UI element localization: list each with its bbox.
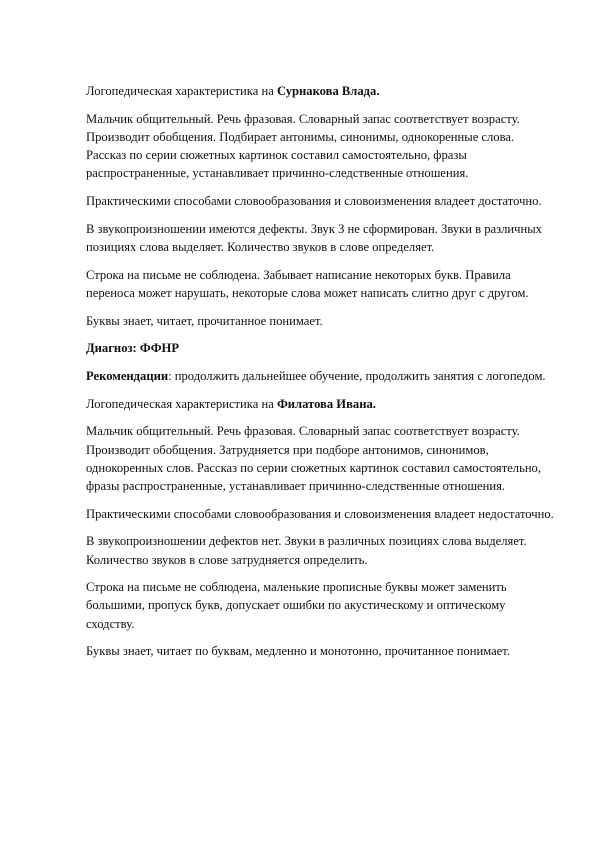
section-heading-filatov (86, 395, 556, 413)
recommendations-label: Рекомендации (86, 368, 169, 383)
student-name: Филатова Ивана. (276, 396, 376, 411)
paragraph-writing: Строка на письме не соблюдена, маленькие прописные буквы может заменить большими, пропуск букв, допускает ошибки по акустическому и оптическому сходству. (86, 580, 507, 631)
recommendations-text: : продолжить дальнейшее обучение, продолжить занятия с логопедом. (168, 368, 546, 383)
paragraph-reading: Буквы знает, читает, прочитанное понимает. (86, 313, 323, 328)
student-name: Сурнакова Влада. (276, 84, 380, 98)
paragraph-speech-overview: Мальчик общительный. Речь фразовая. Словарный запас соответствует возрасту. Производит обобщения. Затрудняется при подборе антонимов, синонимов, однокоренных слов. Рассказ по серии сюжетных картинок составил самостоятельно, фразы распространенные, устанавливает причинно-следственные отношения. (86, 424, 542, 493)
paragraph-writing: Строка на письме не соблюдена. Забывает написание некоторых букв. Правила переноса может нарушать, некоторые слова может написать слитно друг с другом. (86, 267, 529, 300)
section-heading-surnakov (86, 82, 556, 100)
paragraph-reading: Буквы знает, читает по буквам, медленно и монотонно, прочитанное понимает. (86, 644, 510, 659)
heading-prefix: Логопедическая характеристика на (86, 84, 277, 98)
document-body (86, 82, 556, 670)
paragraph-word-formation: Практическими способами словообразования и словоизменения владеет недостаточно. (86, 506, 554, 521)
paragraph-word-formation: Практическими способами словообразования и словоизменения владеет достаточно. (86, 194, 542, 209)
diagnosis: Диагноз: ФФНР (86, 341, 180, 356)
recommendations (86, 367, 556, 385)
paragraph-pronunciation: В звукопроизношении дефектов нет. Звуки в различных позициях слова выделяет. Количество звуков в слове затрудняется определить. (86, 534, 527, 567)
heading-prefix: Логопедическая характеристика на (86, 396, 277, 411)
paragraph-speech-overview: Мальчик общительный. Речь фразовая. Словарный запас соответствует возрасту. Производит обобщения. Подбирает антонимы, синонимы, однокоренные слова. Рассказ по серии сюжетных картинок составил самостоятельно, фразы распространенные, устанавливает причинно-следственные отношения. (86, 111, 520, 181)
paragraph-pronunciation: В звукопроизношении имеются дефекты. Звук З не сформирован. Звуки в различных позициях слова выделяет. Количество звуков в слове определяет. (86, 221, 542, 254)
